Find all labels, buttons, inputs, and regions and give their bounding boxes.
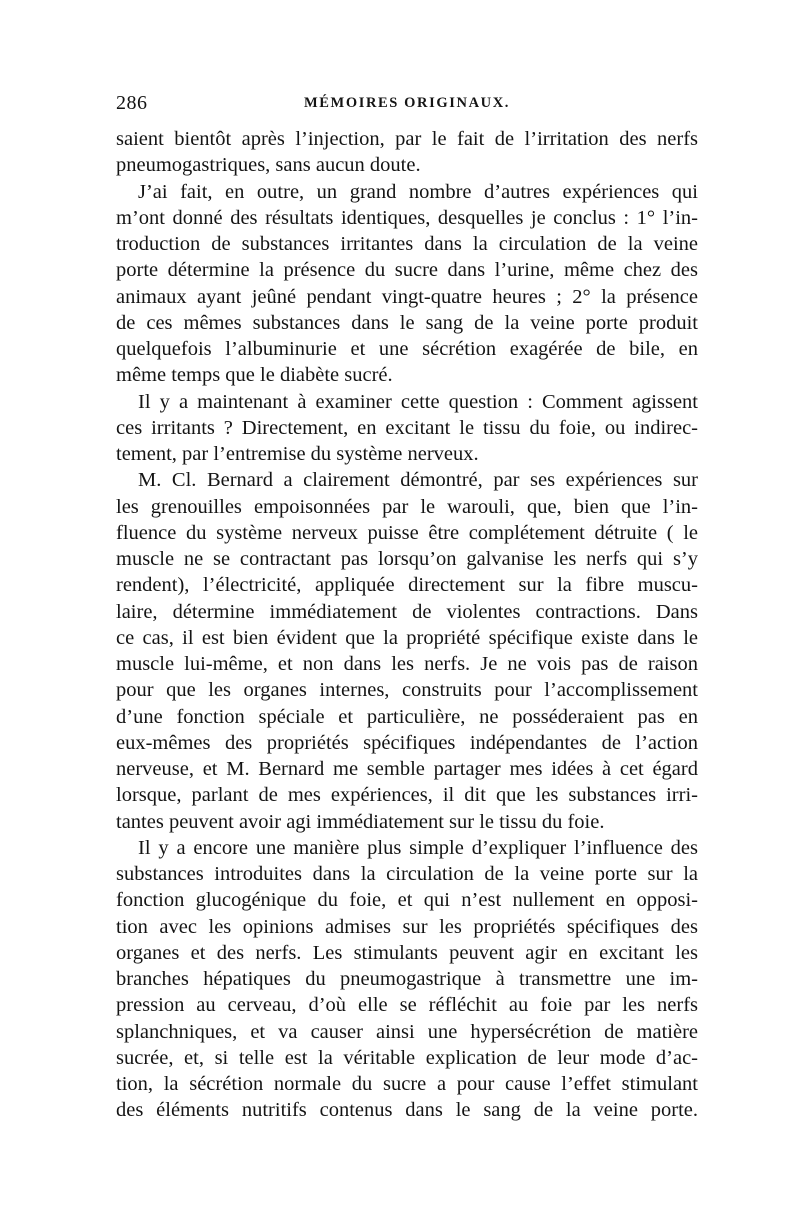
text-line: Il y a encore une manière plus simple d’expliquer l’influence des bbox=[138, 836, 698, 859]
text-line: substances introduites dans la circulation de la veine porte sur la bbox=[116, 863, 698, 885]
text-line: pour que les organes internes, construits pour l’accomplissement bbox=[116, 679, 698, 702]
text-line: animaux ayant jeûné pendant vingt-quatre heures ; 2° la présence bbox=[116, 285, 698, 308]
text-line: splanchniques, et va causer ainsi une hypersécrétion de matière bbox=[116, 1020, 698, 1043]
text-line: des éléments nutritifs contenus dans le sang de la veine porte. bbox=[116, 1099, 698, 1122]
text-line: ce cas, il est bien évident que la propriété spécifique existe dans le bbox=[116, 626, 698, 649]
text-line: m’ont donné des résultats identiques, desquelles je conclus : 1° l’in- bbox=[116, 206, 698, 229]
text-line: pression au cerveau, d’où elle se réfléchit au foie par les nerfs bbox=[116, 994, 698, 1017]
text-line: les grenouilles empoisonnées par le warouli, que, bien que l’in- bbox=[116, 495, 698, 518]
text-line: pneumogastriques, sans aucun doute. bbox=[116, 154, 421, 177]
text-line: organes et des nerfs. Les stimulants peuvent agir en excitant les bbox=[116, 941, 698, 964]
text-line: quelquefois l’albuminurie et une sécrétion exagérée de bile, en bbox=[116, 338, 698, 360]
text-line: tion avec les opinions admises sur les propriétés spécifiques des bbox=[116, 915, 698, 938]
text-line: rendent), l’électricité, appliquée directement sur la fibre muscu- bbox=[116, 574, 698, 597]
page-header bbox=[116, 92, 698, 118]
text-line: J’ai fait, en outre, un grand nombre d’autres expériences qui bbox=[138, 180, 698, 203]
text-line: branches hépatiques du pneumogastrique à transmettre une im- bbox=[116, 968, 698, 990]
running-title: MÉMOIRES ORIGINAUX. bbox=[303, 95, 511, 111]
text-line: muscle lui-même, et non dans les nerfs. Je ne vois pas de raison bbox=[116, 653, 698, 675]
text-line: Il y a maintenant à examiner cette question : Comment agissent bbox=[138, 390, 698, 413]
text-line: d’une fonction spéciale et particulière, ne posséderaient pas en bbox=[116, 705, 698, 728]
text-line: même temps que le diabète sucré. bbox=[116, 364, 393, 387]
text-line: fonction glucogénique du foie, et qui n’est nullement en opposi- bbox=[116, 889, 698, 912]
text-line: lorsque, parlant de mes expériences, il dit que les substances irri- bbox=[116, 784, 698, 807]
text-line: fluence du système nerveux puisse être complétement détruite ( le bbox=[116, 521, 698, 544]
body-text bbox=[116, 126, 698, 1124]
text-line: troduction de substances irritantes dans la circulation de la veine bbox=[116, 233, 698, 255]
text-line: tement, par l’entremise du système nerveux. bbox=[116, 443, 479, 465]
text-line: saient bientôt après l’injection, par le fait de l’irritation des nerfs bbox=[116, 128, 698, 150]
text-line: sucrée, et, si telle est la véritable explication de leur mode d’ac- bbox=[116, 1046, 698, 1069]
text-line: nerveuse, et M. Bernard me semble partager mes idées à cet égard bbox=[116, 758, 698, 780]
page-number: 286 bbox=[116, 92, 148, 114]
text-line: tantes peuvent avoir agi immédiatement sur le tissu du foie. bbox=[116, 810, 605, 833]
text-line: tion, la sécrétion normale du sucre a pour cause l’effet stimulant bbox=[116, 1073, 698, 1095]
text-line: de ces mêmes substances dans le sang de la veine porte produit bbox=[116, 311, 698, 334]
text-line: porte détermine la présence du sucre dans l’urine, même chez des bbox=[116, 259, 698, 282]
text-line: muscle ne se contractant pas lorsqu’on galvanise les nerfs qui s’y bbox=[116, 548, 698, 570]
text-line: M. Cl. Bernard a clairement démontré, par ses expériences sur bbox=[138, 469, 698, 492]
text-line: eux-mêmes des propriétés spécifiques indépendantes de l’action bbox=[116, 731, 698, 754]
text-line: laire, détermine immédiatement de violentes contractions. Dans bbox=[116, 600, 698, 623]
text-line: ces irritants ? Directement, en excitant le tissu du foie, ou indirec- bbox=[116, 416, 698, 439]
